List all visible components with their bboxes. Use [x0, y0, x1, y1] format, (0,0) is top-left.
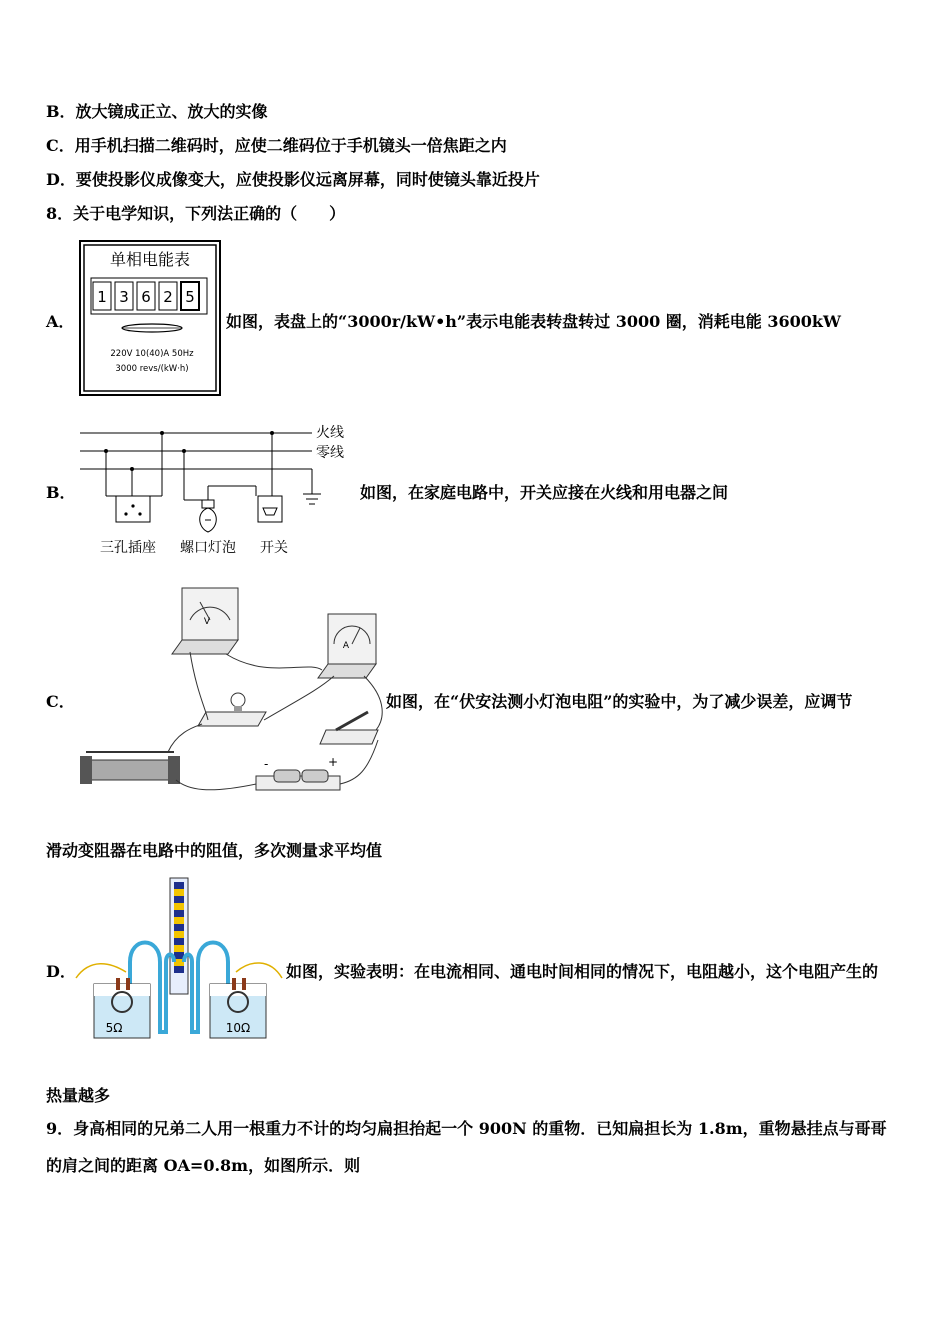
wire-right — [236, 963, 282, 978]
q8-d-text: 如图，实验表明：在电流相同、通电时间相同的情况下，电阻越小，这个电阻产生的 — [286, 962, 879, 981]
resistor-10-label: 10Ω — [225, 1021, 251, 1035]
bulb-label: 螺口灯泡 — [180, 540, 236, 556]
q8-c-text-cont: 滑动变阻器在电路中的阻值，多次测量求平均值 — [46, 841, 383, 860]
household-circuit-figure — [80, 420, 350, 560]
meter-spec-2: 3000 revs/(kW·h) — [115, 364, 189, 374]
q9-line-1: 9．身高相同的兄弟二人用一根重力不计的均匀扁担抬起一个 900N 的重物．已知扁担长为 1.8m，重物悬挂点与哥哥 — [46, 1119, 887, 1138]
q8-stem: 8．关于电学知识，下列法正确的（ ） — [46, 204, 346, 223]
ammeter-letter: A — [342, 641, 350, 651]
wire-left — [76, 964, 126, 978]
q8-d-text-cont: 热量越多 — [46, 1086, 111, 1105]
q7-option-c: C．用手机扫描二维码时，应使二维码位于手机镜头一倍焦距之内 — [46, 136, 507, 155]
meter-spec-1: 220V 10(40)A 50Hz — [110, 349, 194, 359]
q8-c-text: 如图，在“伏安法测小灯泡电阻”的实验中，为了减少误差，应调节 — [386, 692, 853, 711]
q8-b-letter: B． — [46, 483, 76, 502]
switch-icon — [258, 496, 282, 522]
voltmeter-letter: V — [203, 617, 211, 627]
lamp-icon — [231, 693, 245, 707]
switch-label: 开关 — [260, 540, 288, 556]
socket-icon — [116, 496, 150, 522]
q8-c-letter: C． — [46, 692, 75, 711]
q7-option-d: D．要使投影仪成像变大，应使投影仪远离屏幕，同时使镜头靠近投片 — [46, 170, 540, 189]
meter-digit-2: 3 — [119, 288, 129, 306]
joule-heating-figure — [70, 874, 286, 1044]
voltammetry-circuit-figure — [78, 580, 384, 805]
meter-digit-1: 1 — [97, 288, 107, 306]
meter-title: 单相电能表 — [109, 250, 191, 269]
live-wire-label: 火线 — [316, 425, 344, 441]
q8-b-text: 如图，在家庭电路中，开关应接在火线和用电器之间 — [360, 483, 729, 502]
meter-digit-5: 5 — [185, 288, 195, 306]
q8-d-letter: D． — [46, 962, 76, 981]
battery-minus-sign: - — [264, 757, 269, 771]
knife-switch-icon — [320, 730, 378, 744]
neutral-wire-label: 零线 — [316, 445, 344, 461]
q9-line-2: 的肩之间的距离 OA=0.8m，如图所示．则 — [46, 1156, 361, 1175]
q7-option-b: B．放大镜成正立、放大的实像 — [46, 102, 268, 121]
resistor-5-label: 5Ω — [105, 1021, 123, 1035]
socket-label: 三孔插座 — [100, 540, 156, 556]
q8-a-text: 如图，表盘上的“3000r/kW•h”表示电能表转盘转过 3000 圈，消耗电能 3600kW — [226, 312, 841, 331]
battery-plus-sign: + — [328, 755, 339, 769]
rheostat-icon — [80, 752, 180, 784]
q8-a-letter: A． — [46, 312, 75, 331]
meter-digit-3: 6 — [141, 288, 151, 306]
energy-meter-figure — [79, 240, 221, 396]
meter-digit-4: 2 — [163, 288, 173, 306]
